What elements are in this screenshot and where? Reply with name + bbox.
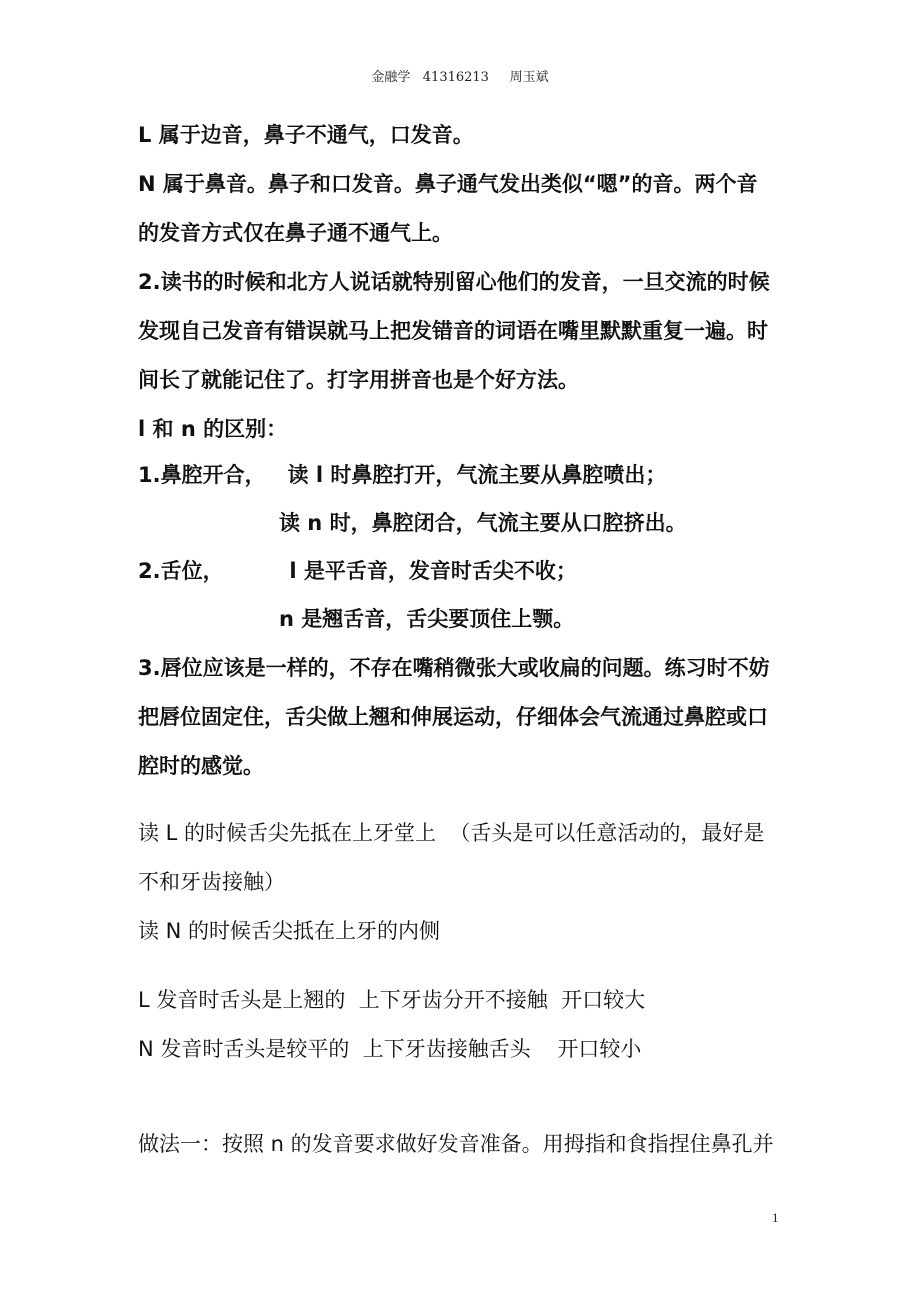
text-line: 间长了就能记住了。打字用拼音也是个好方法。: [138, 368, 579, 392]
text-line: 2.读书的时候和北方人说话就特别留心他们的发音，一旦交流的时候: [138, 270, 770, 294]
text-line: l 和 n 的区别：: [138, 417, 288, 441]
text-line: L 属于边音，鼻子不通气，口发音。: [138, 123, 474, 147]
text-line: 把唇位固定住，舌尖做上翘和伸展运动，仔细体会气流通过鼻腔或口: [138, 705, 768, 729]
text-line: 2.舌位， l 是平舌音，发音时舌尖不收；: [138, 559, 577, 583]
page-header: 金融学 41316213 周玉斌: [371, 70, 549, 85]
text-line: N 属于鼻音。鼻子和口发音。鼻子通气发出类似“嗯”的音。两个音: [138, 172, 758, 196]
text-line: 1.鼻腔开合， 读 l 时鼻腔打开，气流主要从鼻腔喷出；: [138, 463, 667, 487]
text-line: 读 N 的时候舌尖抵在上牙的内侧: [138, 919, 441, 943]
text-line: 腔时的感觉。: [138, 754, 264, 778]
text-line: 发现自己发音有错误就马上把发错音的词语在嘴里默默重复一遍。时: [138, 319, 768, 343]
text-line: 做法一：按照 n 的发音要求做好发音准备。用拇指和食指捏住鼻孔并: [138, 1132, 774, 1156]
text-line: 3.唇位应该是一样的，不存在嘴稍微张大或收扁的问题。练习时不妨: [138, 656, 770, 680]
text-line: n 是翘舌音，舌尖要顶住上颚。: [279, 607, 575, 631]
text-line: 读 L 的时候舌尖先抵在上牙堂上 （舌头是可以任意活动的，最好是: [138, 821, 765, 845]
text-line: 的发音方式仅在鼻子通不通气上。: [138, 221, 453, 245]
text-line: 不和牙齿接触）: [138, 870, 285, 894]
text-line: L 发音时舌头是上翘的 上下牙齿分开不接触 开口较大: [138, 988, 646, 1012]
text-line: 读 n 时，鼻腔闭合，气流主要从口腔挤出。: [279, 511, 687, 535]
page-number: 1: [772, 1210, 779, 1225]
text-line: N 发音时舌头是较平的 上下牙齿接触舌头 开口较小: [138, 1037, 642, 1061]
